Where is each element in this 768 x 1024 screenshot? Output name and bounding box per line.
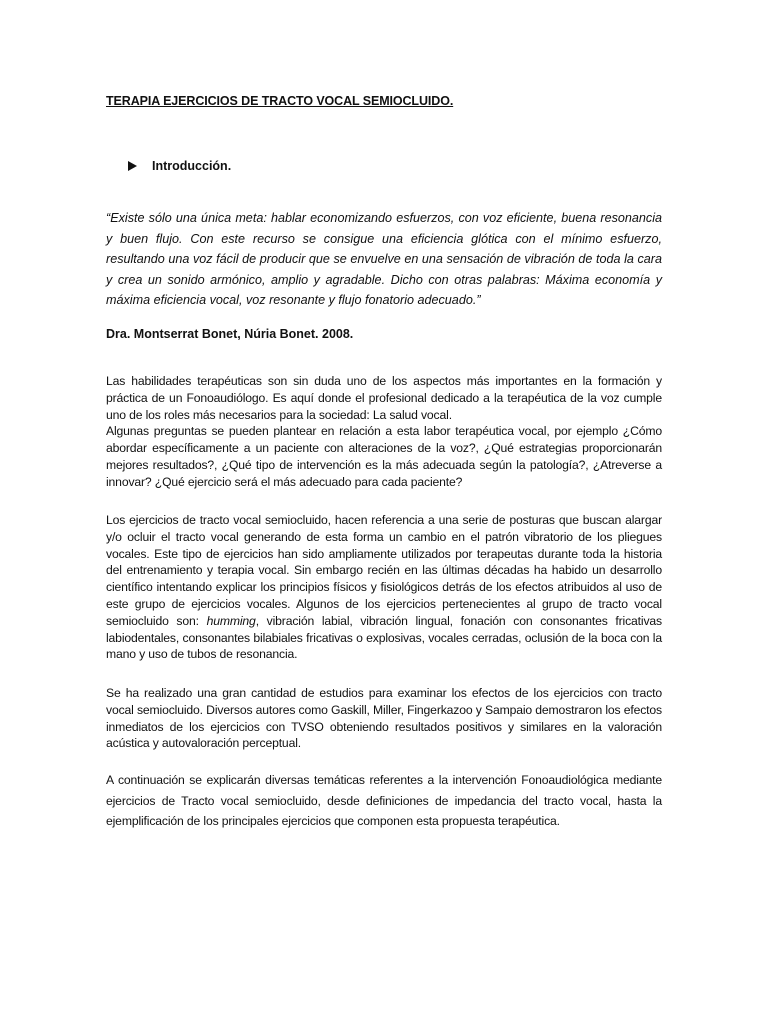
paragraph-4: Se ha realizado una gran cantidad de estudios para examinar los efectos de los ejercicios con tracto vocal semiocluido. Diversos autores como Gaskill, Miller, Fingerkazoo y Sampaio demostraron los efectos inmediatos de los ejercicios con TVSO obteniendo resultados positivos y similares en la valoración acústica y autovaloración perceptual.	[106, 686, 662, 751]
paragraph-1: Las habilidades terapéuticas son sin duda uno de los aspectos más importantes en la formación y práctica de un Fonoaudiólogo. Es aquí donde el profesional dedicado a la terapéutica de la voz cumple uno de los roles más necesarios para la sociedad: La salud vocal.	[106, 374, 662, 422]
opening-quote: “Existe sólo una única meta: hablar economizando esfuerzos, con voz eficiente, buena resonancia y buen flujo. Con este recurso se consigue una eficiencia glótica con el mínimo esfuerzo, resultando una voz fácil de producir que se envuelve en una sensación de vibración de toda la cara y crea un sonido armónico, amplio y agradable. Dicho con otras palabras: Máxima economía y máxima eficiencia vocal, voz resonante y flujo fonatorio adecuado.”	[106, 211, 662, 307]
paragraph-block-1	[106, 373, 662, 491]
quote-author: Dra. Montserrat Bonet, Núria Bonet. 2008.	[106, 327, 354, 341]
section-heading-row	[128, 159, 231, 173]
arrowhead-bullet-icon	[128, 161, 137, 171]
paragraph-3	[106, 512, 662, 663]
paragraph-3-text-before: Los ejercicios de tracto vocal semiocluido, hacen referencia a una serie de posturas que buscan alargar y/o ocluir el tracto vocal generando de esta forma un cambio en el patrón vibratorio de los pliegues vocales. Este tipo de ejercicios han sido ampliamente utilizados por terapeutas durante toda la historia del entrenamiento y terapia vocal. Sin embargo recién en las últimas décadas ha habido un desarrollo científico intentando explicar los principios físicos y fisiológicos detrás de los efectos atribuidos al uso de este grupo de ejercicios vocales. Algunos de los ejercicios pertenecientes al grupo de tracto vocal semiocluido son:	[106, 513, 662, 628]
paragraph-2: Algunas preguntas se pueden plantear en relación a esta labor terapéutica vocal, por ejemplo ¿Cómo abordar específicamente a un paciente con alteraciones de la voz?, ¿Qué estrategias proporcionarán mejores resultados?, ¿Qué tipo de intervención es la más adecuada según la patología?, ¿Atreverse a innovar? ¿Qué ejercicio será el más adecuado para cada paciente?	[106, 424, 662, 489]
document-title: TERAPIA EJERCICIOS DE TRACTO VOCAL SEMIOCLUIDO.	[106, 94, 454, 108]
paragraph-3-emphasis: humming	[206, 613, 256, 628]
section-heading: Introducción.	[152, 159, 232, 173]
paragraph-3-text-after: , vibración labial, vibración lingual, fonación con consonantes fricativas labiodentales, consonantes bilabiales fricativas o explosivas, vocales cerradas, oclusión de la boca con la mano y uso de tubos de resonancia.	[106, 613, 662, 662]
paragraph-5: A continuación se explicarán diversas temáticas referentes a la intervención Fonoaudiológica mediante ejercicios de Tracto vocal semiocluido, desde definiciones de impedancia del tracto vocal, hasta la ejemplificación de los principales ejercicios que componen esta propuesta terapéutica.	[106, 773, 662, 828]
